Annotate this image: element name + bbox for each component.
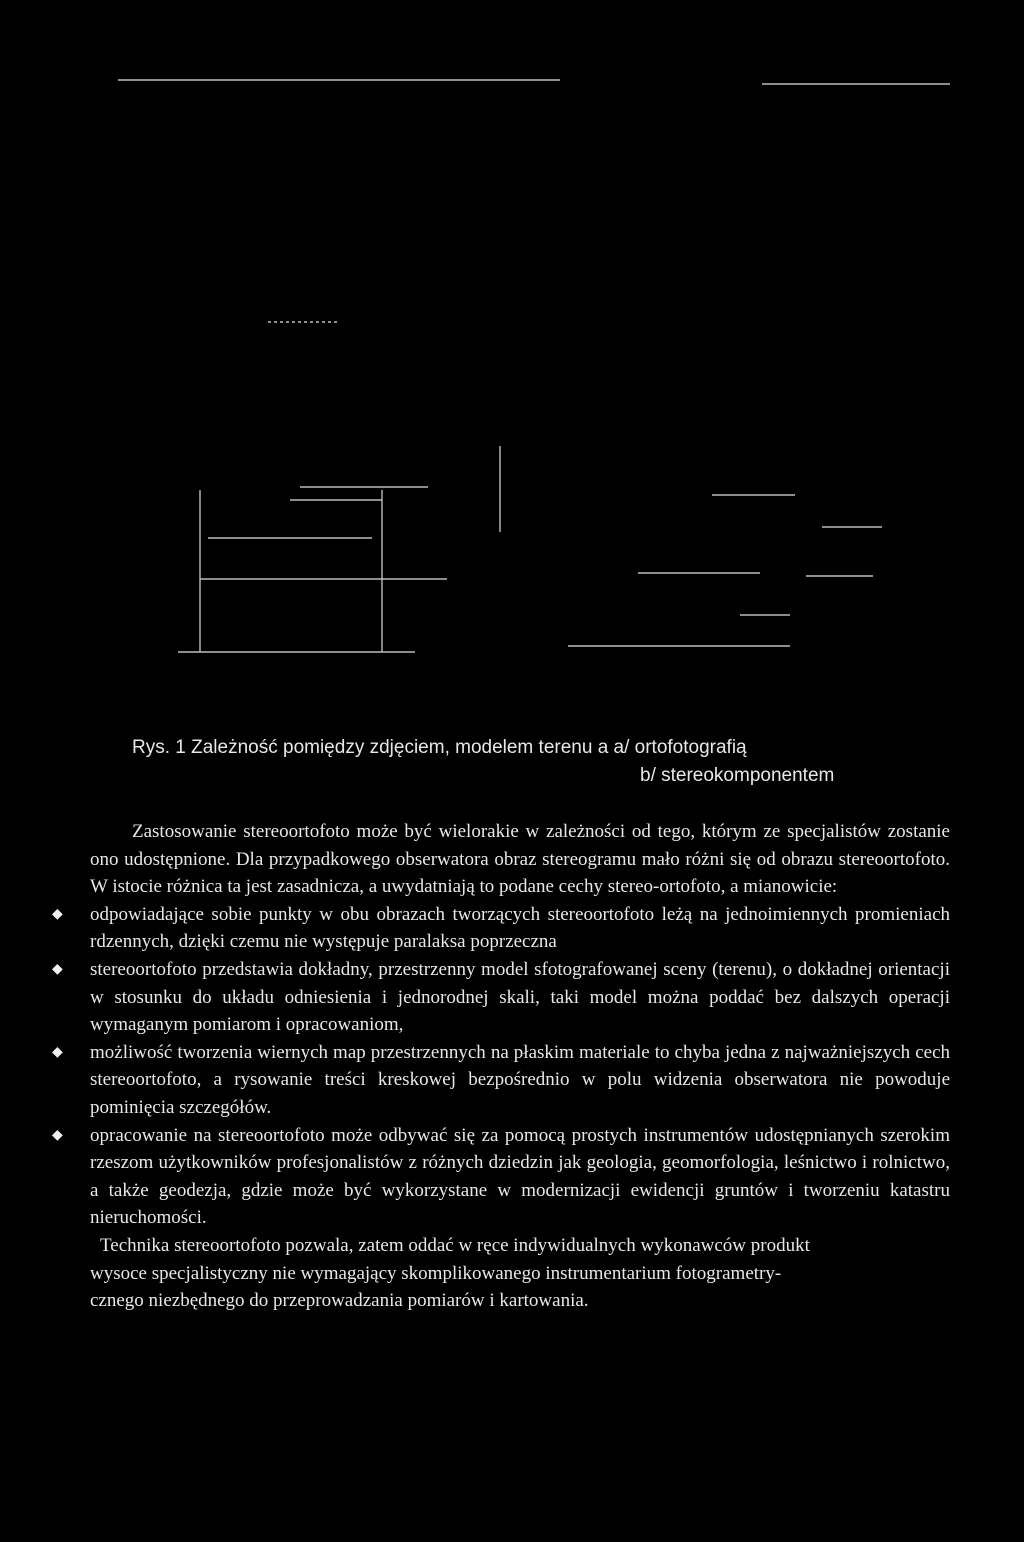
list-item-text: opracowanie na stereoortofoto może odbywać się za pomocą prostych instrumentów udostępnianych szerokim rzeszom użytkowników profesjonalistów z różnych dziedzin jak geologia, geomorfologia, leśnictwo i rolnictwo, a także geodezja, gdzie może być wykorzystane w modernizacji ewidencji gruntów i tworzeniu katastru nieruchomości. <box>90 1124 950 1229</box>
body-text <box>52 818 950 1315</box>
diamond-bullet-icon: ◆ <box>52 1044 63 1060</box>
feature-list <box>52 901 950 1232</box>
closing-line-3: cznego niezbędnego do przeprowadzania pomiarów i kartowania. <box>90 1290 589 1312</box>
list-item <box>52 956 950 1039</box>
list-item <box>52 901 950 956</box>
diamond-bullet-icon: ◆ <box>52 961 63 977</box>
figure-caption <box>132 734 992 790</box>
list-item <box>52 1122 950 1232</box>
paragraph-intro: Zastosowanie stereoortofoto może być wielorakie w zależności od tego, którym ze specjalistów zostanie ono udostępnione. Dla przypadkowego obserwatora obraz stereogramu mało różni się od obrazu stereoortofoto. W istocie różnica ta jest zasadnicza, a uwydatniają to podane cechy stereo-ortofoto, a mianowicie: <box>90 821 950 898</box>
list-item-text: stereoortofoto przedstawia dokładny, przestrzenny model sfotografowanej sceny (terenu), o dokładnej orientacji w stosunku do układu odniesienia i jednorodnej skali, taki model można poddać bez dalszych operacji wymaganym pomiarom i opracowaniom, <box>90 958 950 1036</box>
closing-line-2: wysoce specjalistyczny nie wymagający skomplikowanego instrumentarium fotogrametry- <box>90 1262 782 1284</box>
figure-lines <box>0 0 1024 700</box>
diamond-bullet-icon: ◆ <box>52 1127 63 1143</box>
list-item-text: odpowiadające sobie punkty w obu obrazach tworzących stereoortofoto leżą na jednoimiennych promieniach rdzennych, dzięki czemu nie występuje paralaksa poprzeczna <box>90 903 950 953</box>
figure-faded-diagram <box>0 0 1024 700</box>
list-item-text: możliwość tworzenia wiernych map przestrzennych na płaskim materiale to chyba jedna z najważniejszych cech stereoortofoto, a rysowanie treści kreskowej bezpośrednio w polu widzenia obserwatora nie powoduje pominięcia szczegółów. <box>90 1041 950 1118</box>
caption-line-1: Rys. 1 Zależność pomiędzy zdjęciem, modelem terenu a a/ ortofotografią <box>132 737 747 758</box>
caption-line-2: b/ stereokomponentem <box>640 765 835 786</box>
list-item <box>52 1039 950 1122</box>
closing-line-1: Technika stereoortofoto pozwala, zatem oddać w ręce indywidualnych wykonawców produkt <box>100 1234 810 1256</box>
diamond-bullet-icon: ◆ <box>52 906 63 922</box>
